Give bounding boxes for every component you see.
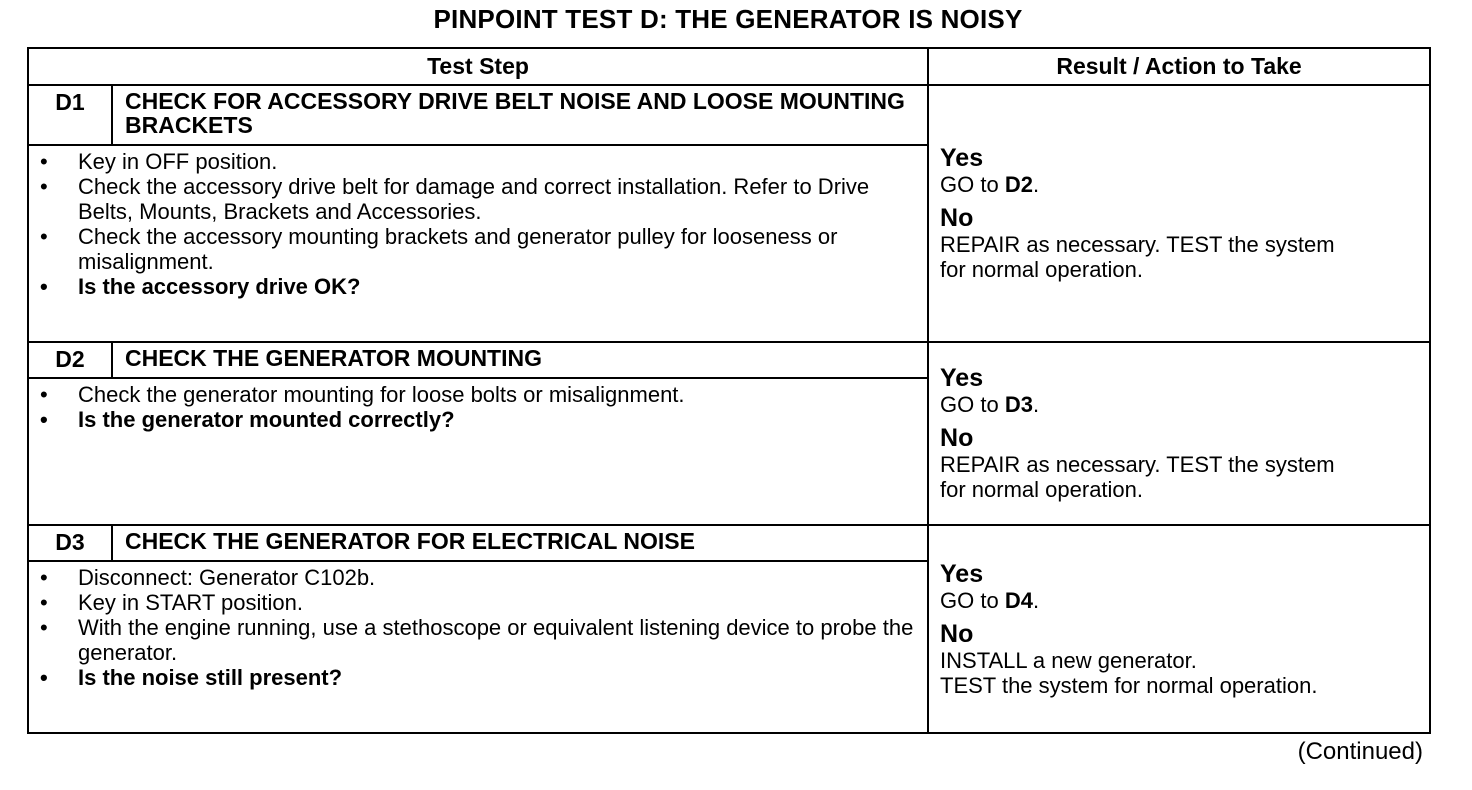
step-d1-title-row bbox=[28, 85, 1430, 145]
result-yes-label: Yes bbox=[940, 144, 984, 172]
step-d3-body bbox=[28, 561, 928, 733]
page-title: PINPOINT TEST D: THE GENERATOR IS NOISY bbox=[433, 4, 1023, 34]
step-title: CHECK THE GENERATOR MOUNTING bbox=[112, 342, 928, 378]
step-bullets bbox=[29, 565, 919, 690]
step-d1-result bbox=[928, 85, 1430, 342]
result-yes-label: Yes bbox=[940, 364, 984, 392]
step-d1-body bbox=[28, 145, 928, 342]
result-no-label: No bbox=[940, 424, 974, 452]
step-title: CHECK FOR ACCESSORY DRIVE BELT NOISE AND LOOSE MOUNTING BRACKETS bbox=[112, 85, 928, 145]
step-d2-body bbox=[28, 378, 928, 525]
step-id: D3 bbox=[28, 525, 112, 561]
result-yes-target: D3 bbox=[1004, 392, 1033, 417]
result-no-label: No bbox=[940, 204, 974, 232]
step-id: D2 bbox=[28, 342, 112, 378]
step-question: • Is the generator mounted correctly? bbox=[29, 407, 919, 432]
list-item: • Disconnect: Generator C102b. bbox=[29, 565, 919, 590]
pinpoint-test-table bbox=[27, 47, 1431, 734]
step-title: CHECK THE GENERATOR FOR ELECTRICAL NOISE bbox=[112, 525, 928, 561]
result-no-action: REPAIR as necessary. TEST the system for normal operation. bbox=[940, 232, 1335, 282]
result-no-action: INSTALL a new generator. TEST the system for normal operation. bbox=[940, 647, 1318, 698]
list-item: • Key in OFF position. bbox=[29, 149, 919, 174]
list-item: • Key in START position. bbox=[29, 590, 919, 615]
list-item: • Check the accessory mounting brackets and generator pulley for looseness or misalignment. bbox=[29, 224, 919, 274]
step-question: • Is the accessory drive OK? bbox=[29, 274, 919, 299]
result-yes-action: GO to D3. bbox=[940, 392, 1040, 417]
table-header-row bbox=[28, 48, 1430, 85]
result-yes-target: D4 bbox=[1004, 587, 1033, 613]
list-item: • Check the accessory drive belt for damage and correct installation. Refer to Drive Belts, Mounts, Brackets and Accessories. bbox=[29, 174, 919, 224]
list-item: • Check the generator mounting for loose bolts or misalignment. bbox=[29, 382, 919, 407]
result-yes-action: GO to D2. bbox=[940, 172, 1040, 197]
step-d2-title-row bbox=[28, 342, 1430, 378]
result-yes-action: GO to D4. bbox=[940, 587, 1040, 613]
step-id: D1 bbox=[28, 85, 112, 145]
step-bullets bbox=[29, 382, 919, 432]
result-no-action: REPAIR as necessary. TEST the system for normal operation. bbox=[940, 452, 1335, 502]
step-bullets bbox=[29, 149, 919, 299]
step-d3-result bbox=[928, 525, 1430, 733]
step-d2-result bbox=[928, 342, 1430, 525]
continued-label: (Continued) bbox=[1297, 738, 1423, 765]
result-no-label: No bbox=[940, 619, 974, 648]
header-result-action: Result / Action to Take bbox=[928, 48, 1430, 85]
step-d3-title-row bbox=[28, 525, 1430, 561]
step-question: • Is the noise still present? bbox=[29, 665, 919, 690]
list-item: • With the engine running, use a stethoscope or equivalent listening device to probe the generator. bbox=[29, 615, 919, 665]
header-test-step: Test Step bbox=[28, 48, 928, 85]
result-yes-label: Yes bbox=[940, 559, 984, 588]
result-yes-target: D2 bbox=[1004, 172, 1033, 197]
